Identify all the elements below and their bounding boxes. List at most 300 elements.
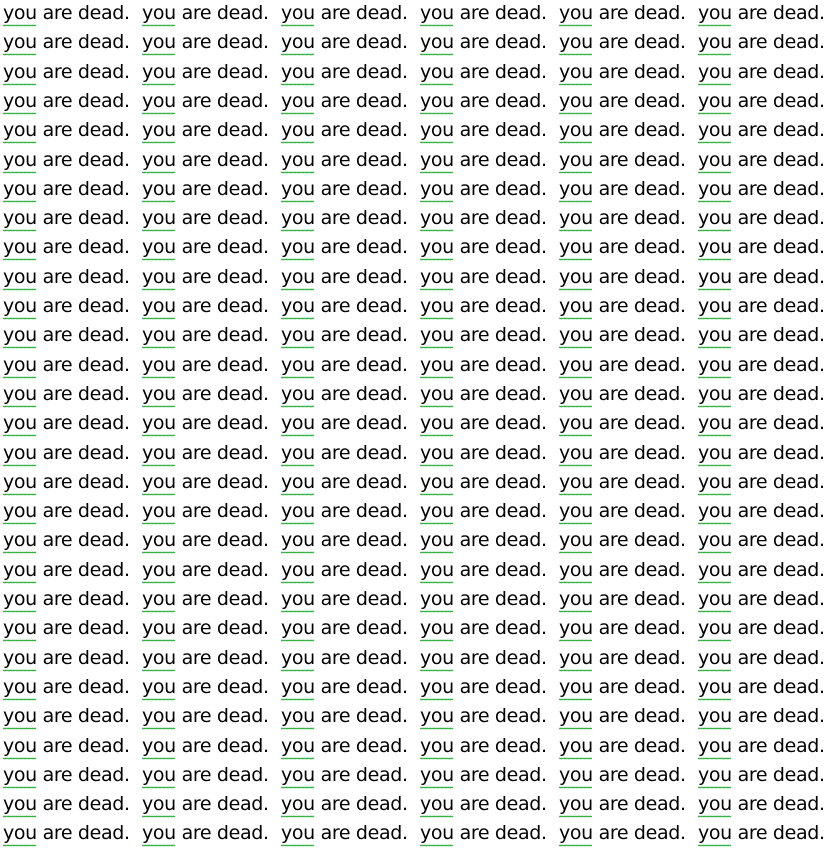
spellcheck-flagged-word[interactable]: you	[3, 500, 37, 523]
phrase	[3, 264, 142, 290]
spellcheck-flagged-word[interactable]: you	[559, 529, 593, 552]
phrase-text: are dead.	[453, 324, 547, 347]
spellcheck-flagged-word[interactable]: you	[698, 324, 732, 347]
spellcheck-flagged-word[interactable]: you	[281, 588, 315, 610]
phrase-text: are dead.	[453, 382, 547, 405]
spellcheck-flagged-word[interactable]: you	[281, 177, 315, 200]
phrase-text: are dead.	[731, 207, 825, 230]
phrase-text: are dead.	[175, 382, 269, 405]
phrase	[559, 147, 698, 173]
phrase-text: are dead.	[175, 558, 269, 581]
spellcheck-flagged-word[interactable]: you	[142, 265, 176, 288]
spellcheck-flagged-word[interactable]: you	[281, 822, 315, 845]
spellcheck-flagged-word[interactable]: you	[420, 265, 454, 288]
phrase	[559, 29, 698, 55]
spellcheck-flagged-word[interactable]: you	[559, 470, 593, 493]
spellcheck-flagged-word[interactable]: you	[698, 412, 732, 435]
spellcheck-flagged-word[interactable]: you	[142, 236, 176, 259]
spellcheck-flagged-word[interactable]: you	[420, 529, 454, 552]
spellcheck-flagged-word[interactable]: you	[420, 207, 454, 230]
spellcheck-flagged-word[interactable]: you	[3, 31, 37, 54]
spellcheck-flagged-word[interactable]: you	[3, 2, 37, 24]
spellcheck-flagged-word[interactable]: you	[420, 822, 454, 845]
spellcheck-flagged-word[interactable]: you	[142, 353, 176, 376]
spellcheck-flagged-word[interactable]: you	[3, 763, 37, 786]
spellcheck-flagged-word[interactable]: you	[3, 793, 37, 816]
spellcheck-flagged-word[interactable]: you	[142, 763, 176, 786]
spellcheck-flagged-word[interactable]: you	[142, 148, 176, 171]
spellcheck-flagged-word[interactable]: you	[420, 177, 454, 200]
phrase-text: are dead.	[175, 675, 269, 698]
phrase-text: are dead.	[314, 734, 408, 757]
phrase	[420, 352, 559, 378]
spellcheck-flagged-word[interactable]: you	[559, 412, 593, 435]
spellcheck-flagged-word[interactable]: you	[3, 705, 37, 728]
phrase-text: are dead.	[592, 705, 686, 728]
spellcheck-flagged-word[interactable]: you	[142, 412, 176, 435]
spellcheck-flagged-word[interactable]: you	[698, 529, 732, 552]
phrase-text: are dead.	[36, 529, 130, 552]
spellcheck-flagged-word[interactable]: you	[559, 89, 593, 112]
phrase	[420, 703, 559, 729]
phrase	[698, 264, 835, 290]
phrase	[698, 674, 835, 700]
phrase-text: are dead.	[36, 295, 130, 317]
phrase-text: are dead.	[36, 177, 130, 200]
spellcheck-flagged-word[interactable]: you	[142, 324, 176, 347]
spellcheck-flagged-word[interactable]: you	[698, 646, 732, 669]
spellcheck-flagged-word[interactable]: you	[142, 675, 176, 698]
phrase-text: are dead.	[453, 441, 547, 464]
phrase	[142, 29, 281, 55]
spellcheck-flagged-word[interactable]: you	[281, 470, 315, 493]
phrase-text: are dead.	[731, 646, 825, 669]
phrase-text: are dead.	[453, 617, 547, 640]
phrase	[281, 586, 420, 612]
phrase-text: are dead.	[314, 382, 408, 405]
spellcheck-flagged-word[interactable]: you	[281, 2, 315, 24]
spellcheck-flagged-word[interactable]: you	[698, 177, 732, 200]
spellcheck-flagged-word[interactable]: you	[142, 382, 176, 405]
phrase	[281, 820, 420, 846]
spellcheck-flagged-word[interactable]: you	[559, 236, 593, 259]
phrase-text: are dead.	[175, 588, 269, 610]
spellcheck-flagged-word[interactable]: you	[3, 734, 37, 757]
spellcheck-flagged-word[interactable]: you	[420, 412, 454, 435]
spellcheck-flagged-word[interactable]: you	[559, 353, 593, 376]
spellcheck-flagged-word[interactable]: you	[698, 588, 732, 610]
phrase	[3, 469, 142, 495]
phrase	[3, 645, 142, 671]
spellcheck-flagged-word[interactable]: you	[698, 705, 732, 728]
spellcheck-flagged-word[interactable]: you	[698, 734, 732, 757]
phrase-text: are dead.	[314, 119, 408, 142]
spellcheck-flagged-word[interactable]: you	[3, 295, 37, 317]
spellcheck-flagged-word[interactable]: you	[142, 441, 176, 464]
phrase-text: are dead.	[453, 470, 547, 493]
phrase-text: are dead.	[175, 617, 269, 640]
phrase	[559, 469, 698, 495]
spellcheck-flagged-word[interactable]: you	[142, 31, 176, 54]
spellcheck-flagged-word[interactable]: you	[142, 470, 176, 493]
spellcheck-flagged-word[interactable]: you	[281, 617, 315, 640]
spellcheck-flagged-word[interactable]: you	[3, 617, 37, 640]
spellcheck-flagged-word[interactable]: you	[281, 60, 315, 83]
phrase-text: are dead.	[175, 500, 269, 523]
phrase	[281, 615, 420, 641]
spellcheck-flagged-word[interactable]: you	[420, 353, 454, 376]
phrase-text: are dead.	[175, 236, 269, 259]
phrase-text: are dead.	[731, 675, 825, 698]
spellcheck-flagged-word[interactable]: you	[281, 412, 315, 435]
phrase-text: are dead.	[36, 734, 130, 757]
spellcheck-flagged-word[interactable]: you	[142, 207, 176, 230]
phrase-text: are dead.	[592, 675, 686, 698]
phrase-text: are dead.	[592, 763, 686, 786]
phrase	[142, 791, 281, 817]
phrase-text: are dead.	[453, 500, 547, 523]
phrase	[698, 733, 835, 759]
phrase	[698, 469, 835, 495]
spellcheck-flagged-word[interactable]: you	[698, 295, 732, 317]
phrase-text: are dead.	[36, 793, 130, 816]
phrase	[559, 293, 698, 319]
phrase-text: are dead.	[36, 353, 130, 376]
phrase	[142, 469, 281, 495]
phrase	[420, 322, 559, 348]
spellcheck-flagged-word[interactable]: you	[3, 441, 37, 464]
spellcheck-flagged-word[interactable]: you	[281, 558, 315, 581]
phrase	[281, 527, 420, 553]
spellcheck-flagged-word[interactable]: you	[3, 558, 37, 581]
spellcheck-flagged-word[interactable]: you	[142, 60, 176, 83]
spellcheck-flagged-word[interactable]: you	[559, 500, 593, 523]
spellcheck-flagged-word[interactable]: you	[698, 558, 732, 581]
spellcheck-flagged-word[interactable]: you	[281, 675, 315, 698]
spellcheck-flagged-word[interactable]: you	[142, 617, 176, 640]
phrase	[142, 176, 281, 202]
spellcheck-flagged-word[interactable]: you	[3, 382, 37, 405]
spellcheck-flagged-word[interactable]: you	[420, 617, 454, 640]
spellcheck-flagged-word[interactable]: you	[142, 89, 176, 112]
spellcheck-flagged-word[interactable]: you	[3, 148, 37, 171]
phrase-text: are dead.	[314, 705, 408, 728]
phrase-text: are dead.	[592, 60, 686, 83]
spellcheck-flagged-word[interactable]: you	[3, 470, 37, 493]
phrase-text: are dead.	[592, 177, 686, 200]
spellcheck-flagged-word[interactable]: you	[142, 500, 176, 523]
phrase	[559, 322, 698, 348]
spellcheck-flagged-word[interactable]: you	[3, 207, 37, 230]
spellcheck-flagged-word[interactable]: you	[3, 119, 37, 142]
phrase	[559, 674, 698, 700]
phrase	[281, 791, 420, 817]
phrase-text: are dead.	[36, 558, 130, 581]
spellcheck-flagged-word[interactable]: you	[3, 177, 37, 200]
phrase	[698, 381, 835, 407]
phrase	[142, 733, 281, 759]
phrase	[3, 615, 142, 641]
phrase	[142, 557, 281, 583]
spellcheck-flagged-word[interactable]: you	[281, 441, 315, 464]
spellcheck-flagged-word[interactable]: you	[420, 705, 454, 728]
spellcheck-flagged-word[interactable]: you	[420, 558, 454, 581]
phrase	[420, 733, 559, 759]
spellcheck-flagged-word[interactable]: you	[420, 500, 454, 523]
spellcheck-flagged-word[interactable]: you	[559, 265, 593, 288]
phrase-text: are dead.	[36, 412, 130, 435]
spellcheck-flagged-word[interactable]: you	[281, 793, 315, 816]
spellcheck-flagged-word[interactable]: you	[698, 236, 732, 259]
spellcheck-flagged-word[interactable]: you	[698, 31, 732, 54]
phrase-text: are dead.	[175, 148, 269, 171]
spellcheck-flagged-word[interactable]: you	[142, 177, 176, 200]
phrase-text: are dead.	[453, 822, 547, 845]
phrase-text: are dead.	[175, 324, 269, 347]
spellcheck-flagged-word[interactable]: you	[281, 500, 315, 523]
spellcheck-flagged-word[interactable]: you	[698, 2, 732, 24]
phrase	[3, 205, 142, 231]
phrase-text: are dead.	[592, 207, 686, 230]
spellcheck-flagged-word[interactable]: you	[698, 822, 732, 845]
phrase	[698, 176, 835, 202]
spellcheck-flagged-word[interactable]: you	[420, 31, 454, 54]
phrase	[559, 586, 698, 612]
phrase	[420, 820, 559, 846]
spellcheck-flagged-word[interactable]: you	[3, 822, 37, 845]
spellcheck-flagged-word[interactable]: you	[142, 558, 176, 581]
phrase-text: are dead.	[731, 617, 825, 640]
phrase-text: are dead.	[731, 588, 825, 610]
spellcheck-flagged-word[interactable]: you	[559, 763, 593, 786]
spellcheck-flagged-word[interactable]: you	[420, 441, 454, 464]
spellcheck-flagged-word[interactable]: you	[281, 353, 315, 376]
phrase-text: are dead.	[314, 500, 408, 523]
phrase	[142, 322, 281, 348]
spellcheck-flagged-word[interactable]: you	[559, 793, 593, 816]
phrase-text: are dead.	[36, 207, 130, 230]
spellcheck-flagged-word[interactable]: you	[281, 89, 315, 112]
phrase-text: are dead.	[592, 324, 686, 347]
spellcheck-flagged-word[interactable]: you	[3, 265, 37, 288]
spellcheck-flagged-word[interactable]: you	[281, 529, 315, 552]
spellcheck-flagged-word[interactable]: you	[3, 89, 37, 112]
spellcheck-flagged-word[interactable]: you	[142, 295, 176, 317]
phrase	[420, 498, 559, 524]
spellcheck-flagged-word[interactable]: you	[3, 353, 37, 376]
phrase-text: are dead.	[175, 646, 269, 669]
spellcheck-flagged-word[interactable]: you	[420, 119, 454, 142]
phrase-text: are dead.	[36, 617, 130, 640]
spellcheck-flagged-word[interactable]: you	[420, 588, 454, 610]
phrase-text: are dead.	[175, 529, 269, 552]
spellcheck-flagged-word[interactable]: you	[281, 734, 315, 757]
spellcheck-flagged-word[interactable]: you	[281, 295, 315, 317]
phrase-text: are dead.	[731, 119, 825, 142]
spellcheck-flagged-word[interactable]: you	[559, 705, 593, 728]
spellcheck-flagged-word[interactable]: you	[142, 734, 176, 757]
spellcheck-flagged-word[interactable]: you	[142, 588, 176, 610]
phrase-text: are dead.	[453, 558, 547, 581]
phrase	[420, 234, 559, 260]
spellcheck-flagged-word[interactable]: you	[698, 382, 732, 405]
spellcheck-flagged-word[interactable]: you	[559, 822, 593, 845]
phrase-text: are dead.	[175, 265, 269, 288]
spellcheck-flagged-word[interactable]: you	[420, 60, 454, 83]
phrase	[420, 88, 559, 114]
spellcheck-flagged-word[interactable]: you	[420, 646, 454, 669]
spellcheck-flagged-word[interactable]: you	[420, 763, 454, 786]
spellcheck-flagged-word[interactable]: you	[698, 441, 732, 464]
spellcheck-flagged-word[interactable]: you	[142, 119, 176, 142]
spellcheck-flagged-word[interactable]: you	[3, 412, 37, 435]
phrase-text: are dead.	[314, 31, 408, 54]
spellcheck-flagged-word[interactable]: you	[559, 441, 593, 464]
spellcheck-flagged-word[interactable]: you	[698, 207, 732, 230]
spellcheck-flagged-word[interactable]: you	[142, 2, 176, 24]
spellcheck-flagged-word[interactable]: you	[559, 734, 593, 757]
spellcheck-flagged-word[interactable]: you	[559, 2, 593, 24]
phrase	[559, 557, 698, 583]
phrase	[698, 205, 835, 231]
phrase	[142, 352, 281, 378]
spellcheck-flagged-word[interactable]: you	[3, 236, 37, 259]
spellcheck-flagged-word[interactable]: you	[698, 60, 732, 83]
spellcheck-flagged-word[interactable]: you	[698, 119, 732, 142]
spellcheck-flagged-word[interactable]: you	[281, 763, 315, 786]
spellcheck-flagged-word[interactable]: you	[698, 353, 732, 376]
phrase-text: are dead.	[453, 353, 547, 376]
spellcheck-flagged-word[interactable]: you	[559, 324, 593, 347]
spellcheck-flagged-word[interactable]: you	[559, 382, 593, 405]
phrase-text: are dead.	[453, 529, 547, 552]
phrase	[3, 791, 142, 817]
spellcheck-flagged-word[interactable]: you	[281, 119, 315, 142]
phrase	[559, 703, 698, 729]
phrase-text: are dead.	[175, 353, 269, 376]
spellcheck-flagged-word[interactable]: you	[3, 675, 37, 698]
phrase	[420, 381, 559, 407]
spellcheck-flagged-word[interactable]: you	[142, 646, 176, 669]
phrase	[559, 733, 698, 759]
spellcheck-flagged-word[interactable]: you	[420, 148, 454, 171]
phrase	[3, 440, 142, 466]
spellcheck-flagged-word[interactable]: you	[420, 2, 454, 24]
phrase-text: are dead.	[592, 617, 686, 640]
phrase-text: are dead.	[592, 2, 686, 24]
spellcheck-flagged-word[interactable]: you	[142, 529, 176, 552]
spellcheck-flagged-word[interactable]: you	[142, 793, 176, 816]
spellcheck-flagged-word[interactable]: you	[142, 705, 176, 728]
phrase-text: are dead.	[36, 382, 130, 405]
spellcheck-flagged-word[interactable]: you	[3, 646, 37, 669]
spellcheck-flagged-word[interactable]: you	[698, 89, 732, 112]
spellcheck-flagged-word[interactable]: you	[420, 236, 454, 259]
spellcheck-flagged-word[interactable]: you	[3, 60, 37, 83]
phrase-text: are dead.	[175, 295, 269, 317]
spellcheck-flagged-word[interactable]: you	[420, 793, 454, 816]
spellcheck-flagged-word[interactable]: you	[559, 60, 593, 83]
spellcheck-flagged-word[interactable]: you	[559, 617, 593, 640]
spellcheck-flagged-word[interactable]: you	[281, 265, 315, 288]
phrase-text: are dead.	[314, 89, 408, 112]
spellcheck-flagged-word[interactable]: you	[420, 382, 454, 405]
spellcheck-flagged-word[interactable]: you	[281, 646, 315, 669]
phrase	[559, 791, 698, 817]
phrase	[3, 820, 142, 846]
phrase	[281, 234, 420, 260]
phrase	[3, 703, 142, 729]
spellcheck-flagged-word[interactable]: you	[698, 617, 732, 640]
phrase-text: are dead.	[36, 2, 130, 24]
spellcheck-flagged-word[interactable]: you	[3, 324, 37, 347]
spellcheck-flagged-word[interactable]: you	[559, 295, 593, 317]
spellcheck-flagged-word[interactable]: you	[281, 382, 315, 405]
phrase-text: are dead.	[453, 675, 547, 698]
spellcheck-flagged-word[interactable]: you	[281, 236, 315, 259]
spellcheck-flagged-word[interactable]: you	[420, 89, 454, 112]
phrase-text: are dead.	[453, 793, 547, 816]
phrase	[559, 264, 698, 290]
spellcheck-flagged-word[interactable]: you	[559, 177, 593, 200]
spellcheck-flagged-word[interactable]: you	[281, 324, 315, 347]
spellcheck-flagged-word[interactable]: you	[3, 529, 37, 552]
phrase-text: are dead.	[175, 2, 269, 24]
phrase-text: are dead.	[36, 265, 130, 288]
spellcheck-flagged-word[interactable]: you	[698, 675, 732, 698]
spellcheck-flagged-word[interactable]: you	[281, 31, 315, 54]
phrase-text: are dead.	[314, 470, 408, 493]
phrase	[420, 469, 559, 495]
spellcheck-flagged-word[interactable]: you	[559, 31, 593, 54]
spellcheck-flagged-word[interactable]: you	[281, 705, 315, 728]
spellcheck-flagged-word[interactable]: you	[559, 148, 593, 171]
spellcheck-flagged-word[interactable]: you	[559, 558, 593, 581]
spellcheck-flagged-word[interactable]: you	[420, 324, 454, 347]
phrase-text: are dead.	[731, 793, 825, 816]
spellcheck-flagged-word[interactable]: you	[420, 734, 454, 757]
phrase-text: are dead.	[314, 763, 408, 786]
phrase	[420, 557, 559, 583]
phrase-text: are dead.	[592, 119, 686, 142]
spellcheck-flagged-word[interactable]: you	[420, 470, 454, 493]
spellcheck-flagged-word[interactable]: you	[142, 822, 176, 845]
spellcheck-flagged-word[interactable]: you	[698, 148, 732, 171]
phrase-text: are dead.	[731, 558, 825, 581]
spellcheck-flagged-word[interactable]: you	[559, 588, 593, 610]
spellcheck-flagged-word[interactable]: you	[698, 265, 732, 288]
spellcheck-flagged-word[interactable]: you	[559, 646, 593, 669]
spellcheck-flagged-word[interactable]: you	[420, 295, 454, 317]
spellcheck-flagged-word[interactable]: you	[698, 763, 732, 786]
phrase-text: are dead.	[592, 822, 686, 845]
phrase-text: are dead.	[731, 60, 825, 83]
spellcheck-flagged-word[interactable]: you	[559, 207, 593, 230]
phrase-text: are dead.	[36, 705, 130, 728]
spellcheck-flagged-word[interactable]: you	[698, 793, 732, 816]
phrase	[142, 645, 281, 671]
spellcheck-flagged-word[interactable]: you	[559, 119, 593, 142]
spellcheck-flagged-word[interactable]: you	[3, 588, 37, 610]
spellcheck-flagged-word[interactable]: you	[281, 148, 315, 171]
spellcheck-flagged-word[interactable]: you	[420, 675, 454, 698]
spellcheck-flagged-word[interactable]: you	[698, 500, 732, 523]
spellcheck-flagged-word[interactable]: you	[698, 470, 732, 493]
phrase	[3, 557, 142, 583]
spellcheck-flagged-word[interactable]: you	[559, 675, 593, 698]
spellcheck-flagged-word[interactable]: you	[281, 207, 315, 230]
phrase	[281, 176, 420, 202]
